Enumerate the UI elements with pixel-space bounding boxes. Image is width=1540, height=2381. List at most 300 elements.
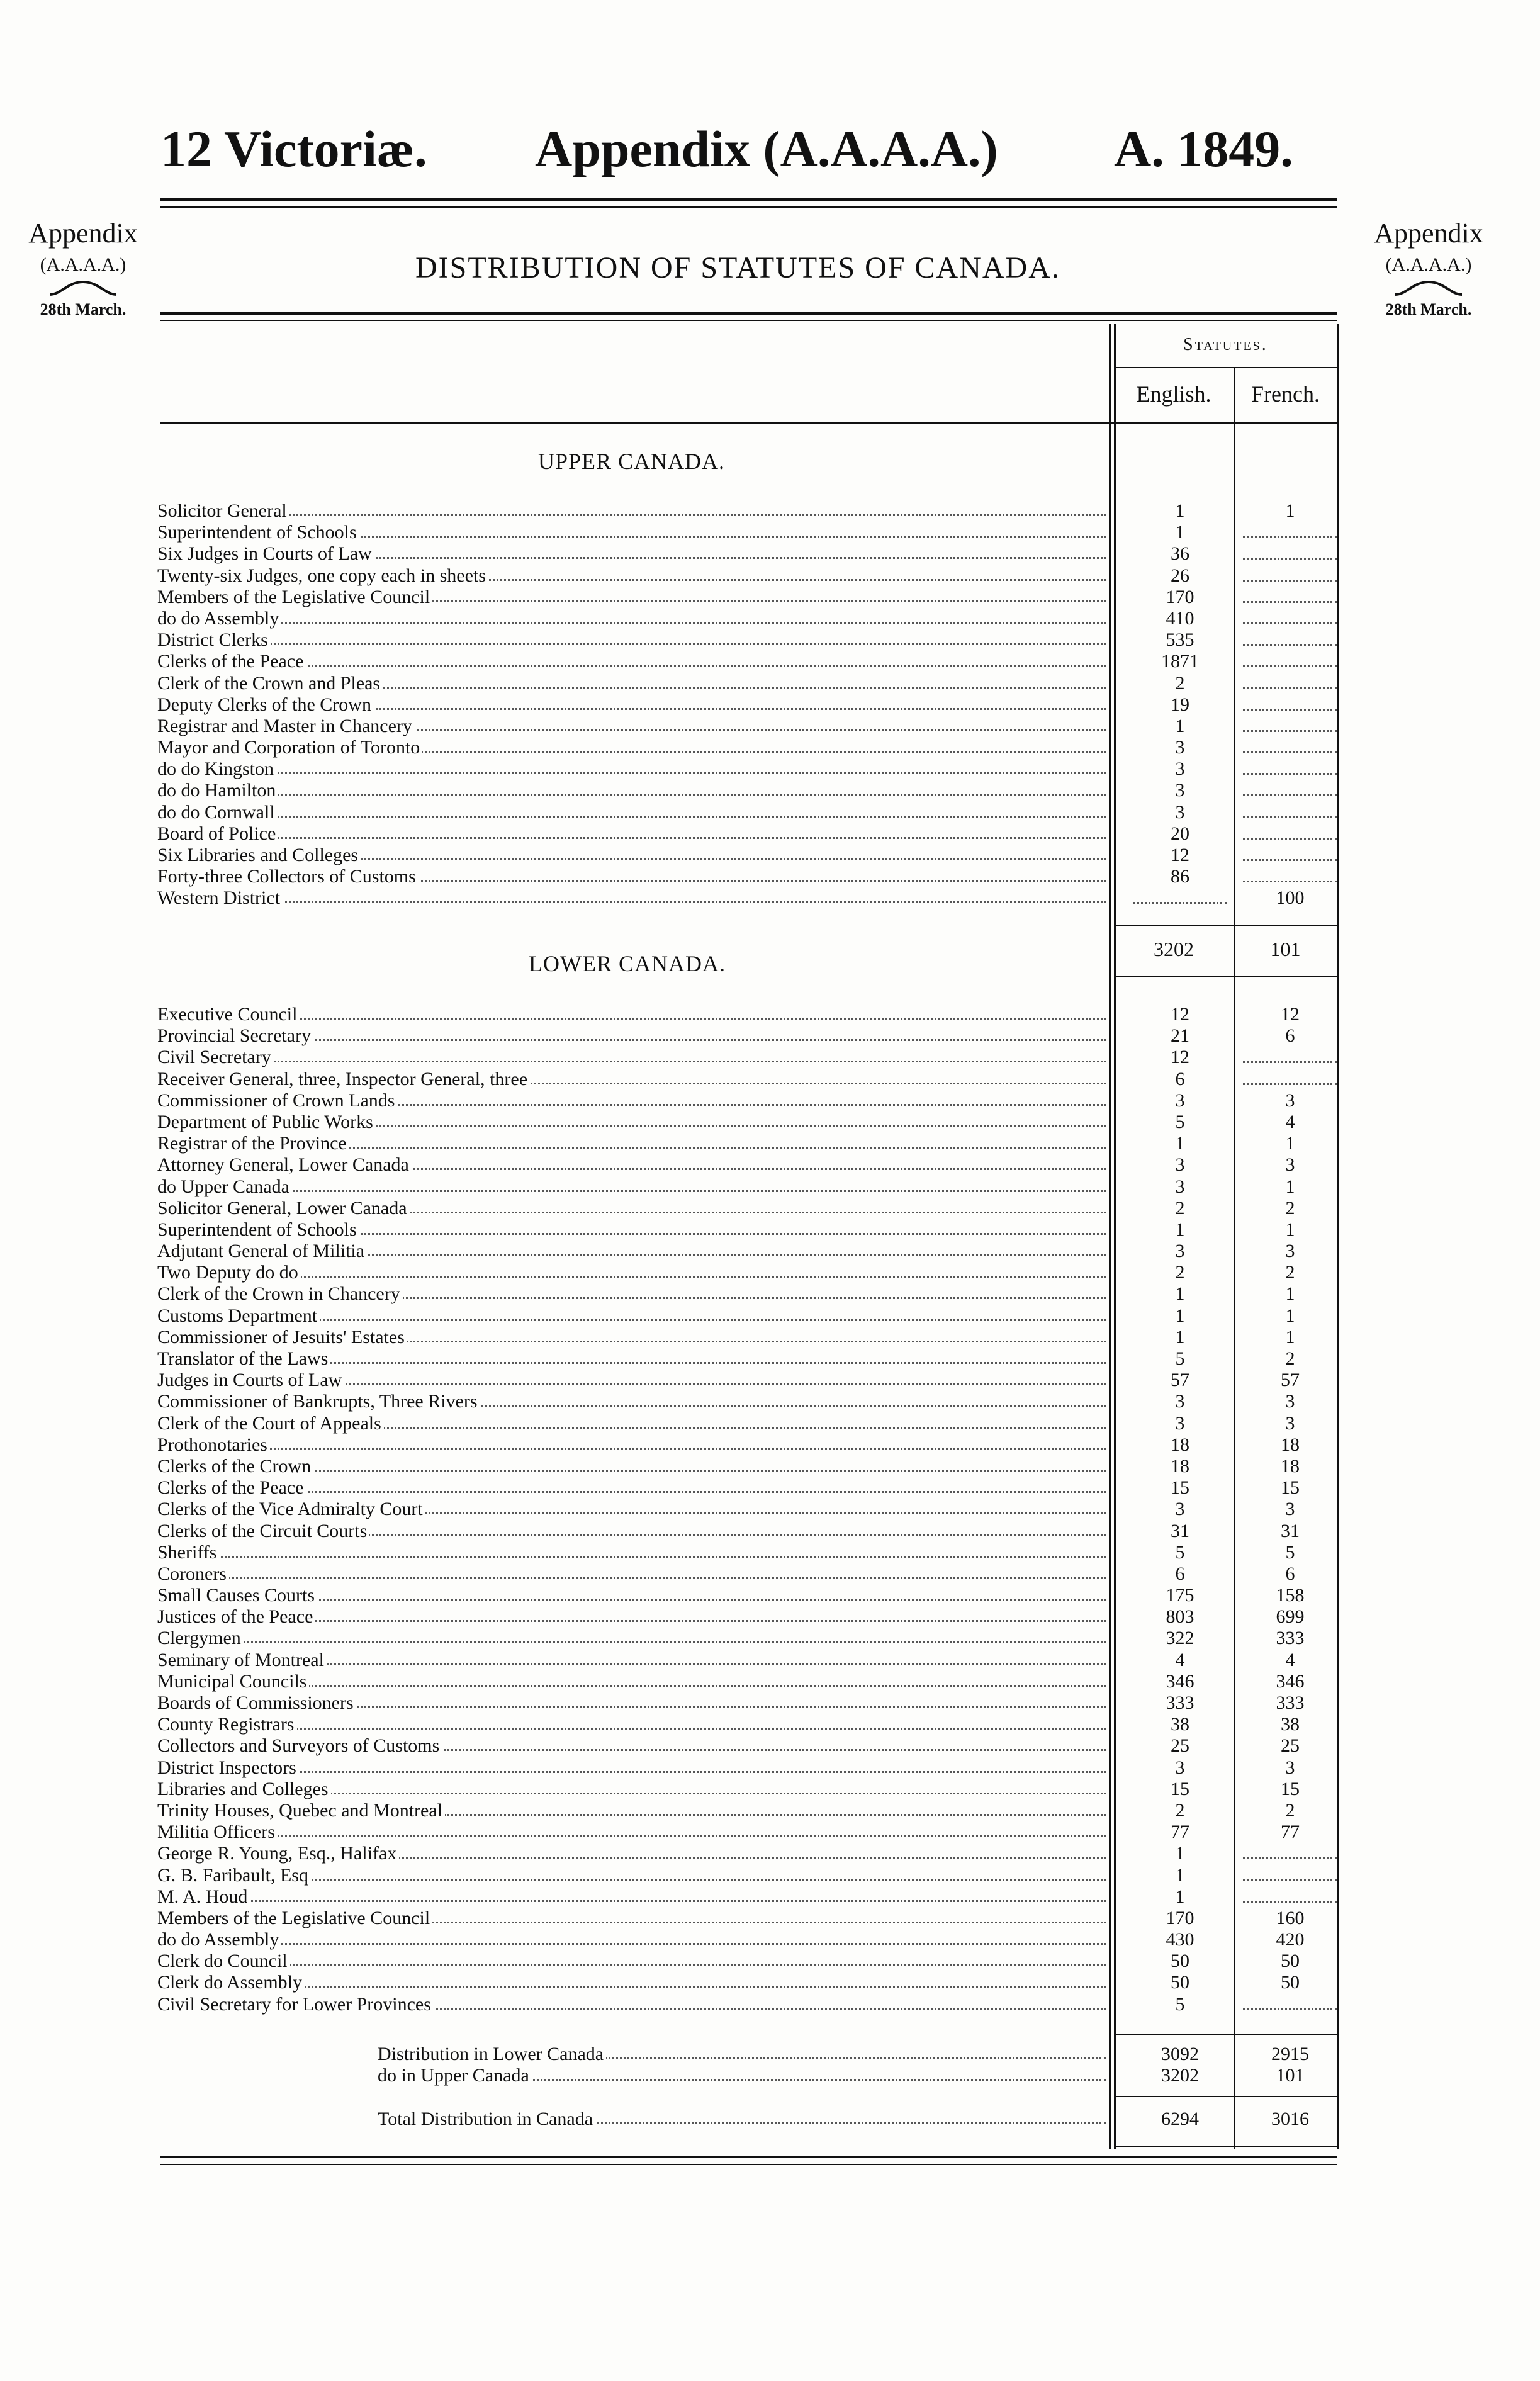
row-label-text: Clerk do Assembly [157,1972,305,1993]
french-count: 101 [1276,2065,1305,2086]
row-label-text: Members of the Legislative Council [157,587,432,607]
row-label [157,1994,1106,2015]
row-label-text: do do Cornwall [157,802,278,823]
row-label-text: Libraries and Colleges [157,1779,331,1799]
french-count [1240,780,1340,801]
row-label [157,629,1106,651]
empty-cell-leader [1243,545,1337,560]
french-count: 57 [1281,1370,1300,1391]
row-label [157,758,1106,780]
row-label-text: Executive Council [157,1004,300,1025]
row-label [157,1327,1106,1348]
row-label-text: Registrar of the Province [157,1133,349,1154]
english-count: 3 [1175,758,1185,780]
french-count: 31 [1281,1520,1300,1541]
row-label-text: Clerks of the Crown [157,1456,313,1477]
row-label [157,543,1106,565]
french-count [1240,1865,1340,1886]
english-count: 333 [1166,1692,1194,1713]
row-label [157,780,1106,801]
empty-cell-leader [1243,718,1337,732]
row-label-text: do do Hamilton [157,780,278,801]
row-label-text: Superintendent of Schools [157,1219,359,1240]
english-count: 1 [1175,1864,1185,1886]
row-label [157,1047,1106,1068]
english-count: 170 [1166,586,1194,607]
english-count: 1 [1175,1219,1185,1240]
row-label-text: District Inspectors [157,1757,299,1778]
row-label-text: Judges in Courts of Law [157,1370,344,1390]
french-count: 3 [1285,1412,1295,1434]
row-label-text: Two Deputy do do [157,1262,301,1283]
english-count: 430 [1166,1929,1194,1950]
margin-note-ref: (A.A.A.A.) [1385,254,1472,275]
english-count: 31 [1171,1520,1189,1541]
row-label-text: Attorney General, Lower Canada [157,1154,412,1175]
french-count [1240,845,1340,866]
row-label [157,1348,1106,1370]
french-count: 15 [1281,1477,1300,1499]
french-count: 12 [1281,1004,1300,1025]
row-label [157,608,1106,629]
french-count: 346 [1276,1670,1305,1692]
french-count: 160 [1276,1907,1305,1928]
empty-cell-leader [1243,847,1337,861]
margin-note-title: Appendix [1374,218,1483,249]
english-count: 3 [1175,1176,1185,1197]
french-count [1240,1843,1340,1864]
french-count: 2 [1285,1262,1295,1283]
english-count: 3092 [1161,2044,1199,2064]
row-label [157,1821,1106,1843]
french-count [1240,651,1340,672]
row-label-text: do in Upper Canada [378,2065,532,2086]
summary-rule-top [1114,2034,1337,2035]
french-count [1240,1047,1340,1068]
english-count: 38 [1171,1714,1189,1735]
english-count: 50 [1171,1972,1189,1993]
english-count: 21 [1171,1025,1189,1047]
french-count: 1 [1285,1305,1295,1326]
french-count: 1 [1285,1133,1295,1154]
empty-cell-leader [1243,739,1337,753]
row-label [157,1757,1106,1779]
row-label-text: Commissioner of Jesuits' Estates [157,1327,407,1348]
column-header-rule [160,422,1337,424]
row-label [157,1692,1106,1714]
french-count: 1 [1285,1283,1295,1305]
row-label [157,823,1106,845]
upper-total-english: 3202 [1154,938,1194,960]
french-count: 420 [1276,1929,1305,1950]
row-label [157,1004,1106,1025]
english-count: 1 [1175,1283,1185,1305]
upper-total-rule [1114,976,1337,977]
english-count: 12 [1171,1004,1189,1025]
row-label [157,1305,1106,1327]
english-count: 36 [1171,543,1189,565]
empty-cell-leader [1243,567,1337,582]
row-label [157,500,1106,522]
row-label-text: Total Distribution in Canada [378,2108,595,2129]
header-year: A. 1849. [1114,120,1293,177]
statutes-column-group: Statutes. [1183,335,1268,354]
english-count [1120,887,1240,909]
row-label-text: Department of Public Works [157,1112,376,1132]
row-label-text: Members of the Legislative Council [157,1908,432,1928]
row-label [157,1714,1106,1735]
row-label [157,673,1106,694]
french-count: 38 [1281,1714,1300,1735]
row-label-text: Customs Department [157,1305,320,1326]
french-count [1240,543,1340,565]
english-count: 25 [1171,1735,1189,1757]
english-count: 6294 [1161,2108,1199,2129]
french-count: 100 [1276,887,1305,909]
row-label [157,866,1106,887]
empty-cell-leader [1243,804,1337,818]
row-label [157,1133,1106,1154]
row-label-text: Clerk of the Court of Appeals [157,1413,384,1434]
french-count [1240,587,1340,608]
row-label [157,522,1106,543]
row-label [157,651,1106,672]
french-count [1240,1069,1340,1090]
row-label [157,1219,1106,1241]
english-count: 20 [1171,823,1189,844]
english-count: 3 [1175,801,1185,823]
row-label-text: Clerk of the Crown and Pleas [157,673,383,694]
row-label [157,1972,1106,1993]
empty-cell-leader [1243,696,1337,711]
french-count [1240,694,1340,716]
french-count: 3 [1285,1241,1295,1262]
row-label [157,1025,1106,1047]
english-count: 3 [1175,1154,1185,1176]
row-label [157,1262,1106,1283]
english-count: 1 [1175,1305,1185,1326]
row-label-text: do do Assembly [157,1929,281,1950]
english-count: 50 [1171,1950,1189,1972]
title-rule-bottom [160,320,1337,321]
english-count: 5 [1175,1111,1185,1132]
english-count: 2 [1175,1262,1185,1283]
header-rule-bottom [160,206,1337,208]
english-count: 5 [1175,1541,1185,1563]
french-count: 25 [1281,1735,1300,1757]
english-count: 3202 [1161,2065,1199,2086]
french-count: 5 [1285,1541,1295,1563]
row-label [157,1154,1106,1176]
header-rule-top [160,198,1337,201]
english-count: 3 [1175,1089,1185,1111]
row-label-text: Justices of the Peace [157,1606,315,1627]
french-count [1240,673,1340,694]
row-label-text: Seminary of Montreal [157,1650,327,1670]
row-label [157,1521,1106,1542]
english-count: 19 [1171,694,1189,715]
french-count [1240,758,1340,780]
row-label [157,1908,1106,1929]
empty-cell-leader [1243,588,1337,603]
section-heading-upper-canada: UPPER CANADA. [538,449,726,474]
row-label [157,1499,1106,1520]
english-count: 6 [1175,1563,1185,1584]
row-label [378,2108,1106,2130]
margin-note-title: Appendix [28,218,138,249]
english-count: 2 [1175,1197,1185,1219]
french-column-header: French. [1251,381,1320,407]
row-label-text: Municipal Councils [157,1671,309,1692]
margin-note-date: 28th March. [1385,300,1472,318]
row-label-text: Collectors and Surveyors of Customs [157,1735,442,1756]
row-label-text: G. B. Faribault, Esq [157,1865,311,1886]
english-count: 3 [1175,1241,1185,1262]
french-count: 50 [1281,1950,1300,1972]
empty-cell-leader [1243,1049,1337,1063]
row-label-text: Small Causes Courts [157,1585,317,1606]
english-count: 3 [1175,737,1185,758]
french-count [1240,1886,1340,1908]
french-count: 1 [1285,1176,1295,1197]
english-count: 2 [1175,1799,1185,1821]
english-count: 3 [1175,780,1185,801]
row-label [157,1283,1106,1305]
empty-cell-leader [1243,524,1337,538]
row-label-text: Clerks of the Vice Admiralty Court [157,1499,425,1519]
english-count: 1 [1175,1886,1185,1907]
row-label [157,887,1106,909]
row-label [157,1069,1106,1090]
english-count: 57 [1171,1370,1189,1391]
french-count [1240,1994,1340,2015]
row-label-text: Translator of the Laws [157,1348,330,1369]
french-count: 1 [1285,1326,1295,1348]
french-count [1240,802,1340,823]
french-count: 4 [1285,1649,1295,1670]
french-count: 2 [1285,1348,1295,1369]
row-label-text: Civil Secretary for Lower Provinces [157,1994,434,2015]
column-divider-left-double [1114,324,1116,2149]
row-label-text: Superintendent of Schools [157,522,359,543]
english-count: 322 [1166,1628,1194,1649]
row-label [157,694,1106,716]
row-label [157,1671,1106,1692]
row-label [157,1735,1106,1757]
french-count: 2 [1285,1799,1295,1821]
row-label-text: Clergymen [157,1628,244,1648]
english-count: 346 [1166,1670,1194,1692]
french-count: 3 [1285,1757,1295,1778]
row-label-text: Sheriffs [157,1542,219,1563]
english-count: 77 [1171,1821,1189,1843]
row-label [157,1434,1106,1456]
row-label [157,1112,1106,1133]
row-label-text: do do Kingston [157,758,276,779]
row-label-text: Coroners [157,1563,229,1584]
english-count: 6 [1175,1068,1185,1089]
header-session: 12 Victoriæ. [160,120,427,177]
row-label [378,2065,1106,2086]
french-count: 18 [1281,1434,1300,1455]
section-heading-lower-canada: LOWER CANADA. [529,951,726,976]
row-label-text: Mayor and Corporation of Toronto [157,737,422,758]
row-label-text: Militia Officers [157,1821,278,1842]
english-count: 26 [1171,565,1189,586]
english-count: 4 [1175,1649,1185,1670]
french-count: 3 [1285,1154,1295,1176]
english-count: 12 [1171,845,1189,865]
french-count: 2 [1285,1197,1295,1219]
row-label-text: Registrar and Master in Chancery [157,716,415,736]
english-count: 3 [1175,1499,1185,1520]
french-count [1240,629,1340,651]
french-count [1240,608,1340,629]
french-count: 1 [1285,1219,1295,1240]
header-appendix: Appendix (A.A.A.A.) [535,120,998,177]
english-count: 170 [1166,1907,1194,1928]
row-label-text: Receiver General, three, Inspector General, three [157,1069,530,1089]
row-label [157,1176,1106,1198]
row-label [157,1090,1106,1112]
french-count [1240,565,1340,587]
brace-ornament-icon [1394,278,1463,298]
margin-note-ref: (A.A.A.A.) [40,254,126,275]
row-label-text: Clerks of the Peace [157,1477,306,1498]
footer-rule-top [160,2156,1337,2158]
row-label-text: Adjutant General of Militia [157,1241,367,1261]
row-label [157,1650,1106,1671]
empty-cell-leader [1243,1996,1337,2010]
row-label [157,1843,1106,1864]
english-count: 1 [1175,715,1185,736]
empty-cell-leader [1243,653,1337,667]
empty-cell-leader [1243,1071,1337,1085]
english-count: 15 [1171,1778,1189,1799]
french-count: 3 [1285,1499,1295,1520]
margin-note-left [8,217,159,319]
english-count: 1 [1175,522,1185,543]
english-count: 1 [1175,1326,1185,1348]
row-label [157,1950,1106,1972]
english-count: 535 [1166,629,1194,651]
english-count: 18 [1171,1434,1189,1455]
empty-cell-leader [1243,1845,1337,1859]
english-count: 12 [1171,1047,1189,1068]
row-label-text: Clerks of the Circuit Courts [157,1521,369,1541]
row-label [157,1370,1106,1391]
grand-total-rule-top [1114,2096,1337,2097]
empty-cell-leader [1243,610,1337,624]
row-label-text: Solicitor General [157,500,289,521]
row-label-text: do do Assembly [157,608,281,629]
row-label [157,1477,1106,1499]
english-count: 803 [1166,1606,1194,1628]
upper-subtotal-rule [1114,925,1337,926]
english-count: 86 [1171,866,1189,887]
grand-total-rule-bottom [1114,2146,1337,2147]
row-label [157,1606,1106,1628]
french-count: 3016 [1271,2108,1309,2129]
empty-cell-leader [1243,1888,1337,1903]
upper-total-french: 101 [1270,938,1301,960]
empty-cell-leader [1243,675,1337,689]
english-count: 2 [1175,672,1185,694]
row-label-text: Forty-three Collectors of Customs [157,866,419,887]
row-label-text: Clerk do Council [157,1950,290,1971]
row-label-text: Commissioner of Crown Lands [157,1090,397,1111]
english-count: 1 [1175,1133,1185,1154]
empty-cell-leader [1243,760,1337,775]
empty-cell-leader [1243,782,1337,796]
french-count: 6 [1285,1563,1295,1584]
row-label-text: County Registrars [157,1714,297,1735]
row-label [157,1886,1106,1908]
empty-cell-leader [1243,868,1337,882]
row-label-text: Provincial Secretary [157,1025,313,1046]
english-count: 3 [1175,1412,1185,1434]
english-count: 1871 [1161,651,1199,672]
row-label-text: Prothonotaries [157,1434,270,1455]
french-count: 4 [1285,1111,1295,1132]
row-label-text: M. A. Houd [157,1886,250,1907]
english-count: 410 [1166,607,1194,629]
english-count: 15 [1171,1477,1189,1499]
french-count [1240,716,1340,737]
english-count: 5 [1175,1993,1185,2015]
row-label-text: Civil Secretary [157,1047,274,1067]
row-label [157,1779,1106,1800]
row-label [157,716,1106,737]
english-column-header: English. [1136,381,1211,407]
row-label [157,802,1106,823]
row-label-text: Clerks of the Peace [157,651,306,672]
row-label-text: District Clerks [157,629,271,650]
row-label-text: Commissioner of Bankrupts, Three Rivers [157,1391,480,1412]
french-count [1240,823,1340,845]
empty-cell-leader [1133,889,1227,904]
english-count: 18 [1171,1455,1189,1477]
title-rule-top [160,312,1337,315]
row-label-text: Six Libraries and Colleges [157,845,361,865]
column-divider-left [1109,324,1111,2149]
french-count: 15 [1281,1778,1300,1799]
english-count: 5 [1175,1348,1185,1369]
row-label [157,737,1106,758]
row-label-text: Twenty-six Judges, one copy each in sheets [157,565,488,586]
statutes-header-rule [1114,367,1337,368]
row-label [157,1563,1106,1585]
empty-cell-leader [1243,825,1337,840]
row-label [378,2044,1106,2065]
french-count: 2915 [1271,2044,1309,2064]
french-count: 158 [1276,1585,1305,1606]
row-label-text: George R. Young, Esq., Halifax [157,1843,399,1864]
french-count: 333 [1276,1692,1305,1713]
french-count: 50 [1281,1972,1300,1993]
english-count: 1 [1175,1843,1185,1864]
row-label [157,845,1106,866]
row-label-text: do Upper Canada [157,1176,292,1197]
french-count: 699 [1276,1606,1305,1628]
row-label [157,1929,1106,1950]
document-title: DISTRIBUTION OF STATUTES OF CANADA. [415,251,1060,284]
row-label [157,565,1106,587]
row-label [157,1585,1106,1606]
french-count [1240,522,1340,543]
french-count [1240,737,1340,758]
empty-cell-leader [1243,1867,1337,1881]
